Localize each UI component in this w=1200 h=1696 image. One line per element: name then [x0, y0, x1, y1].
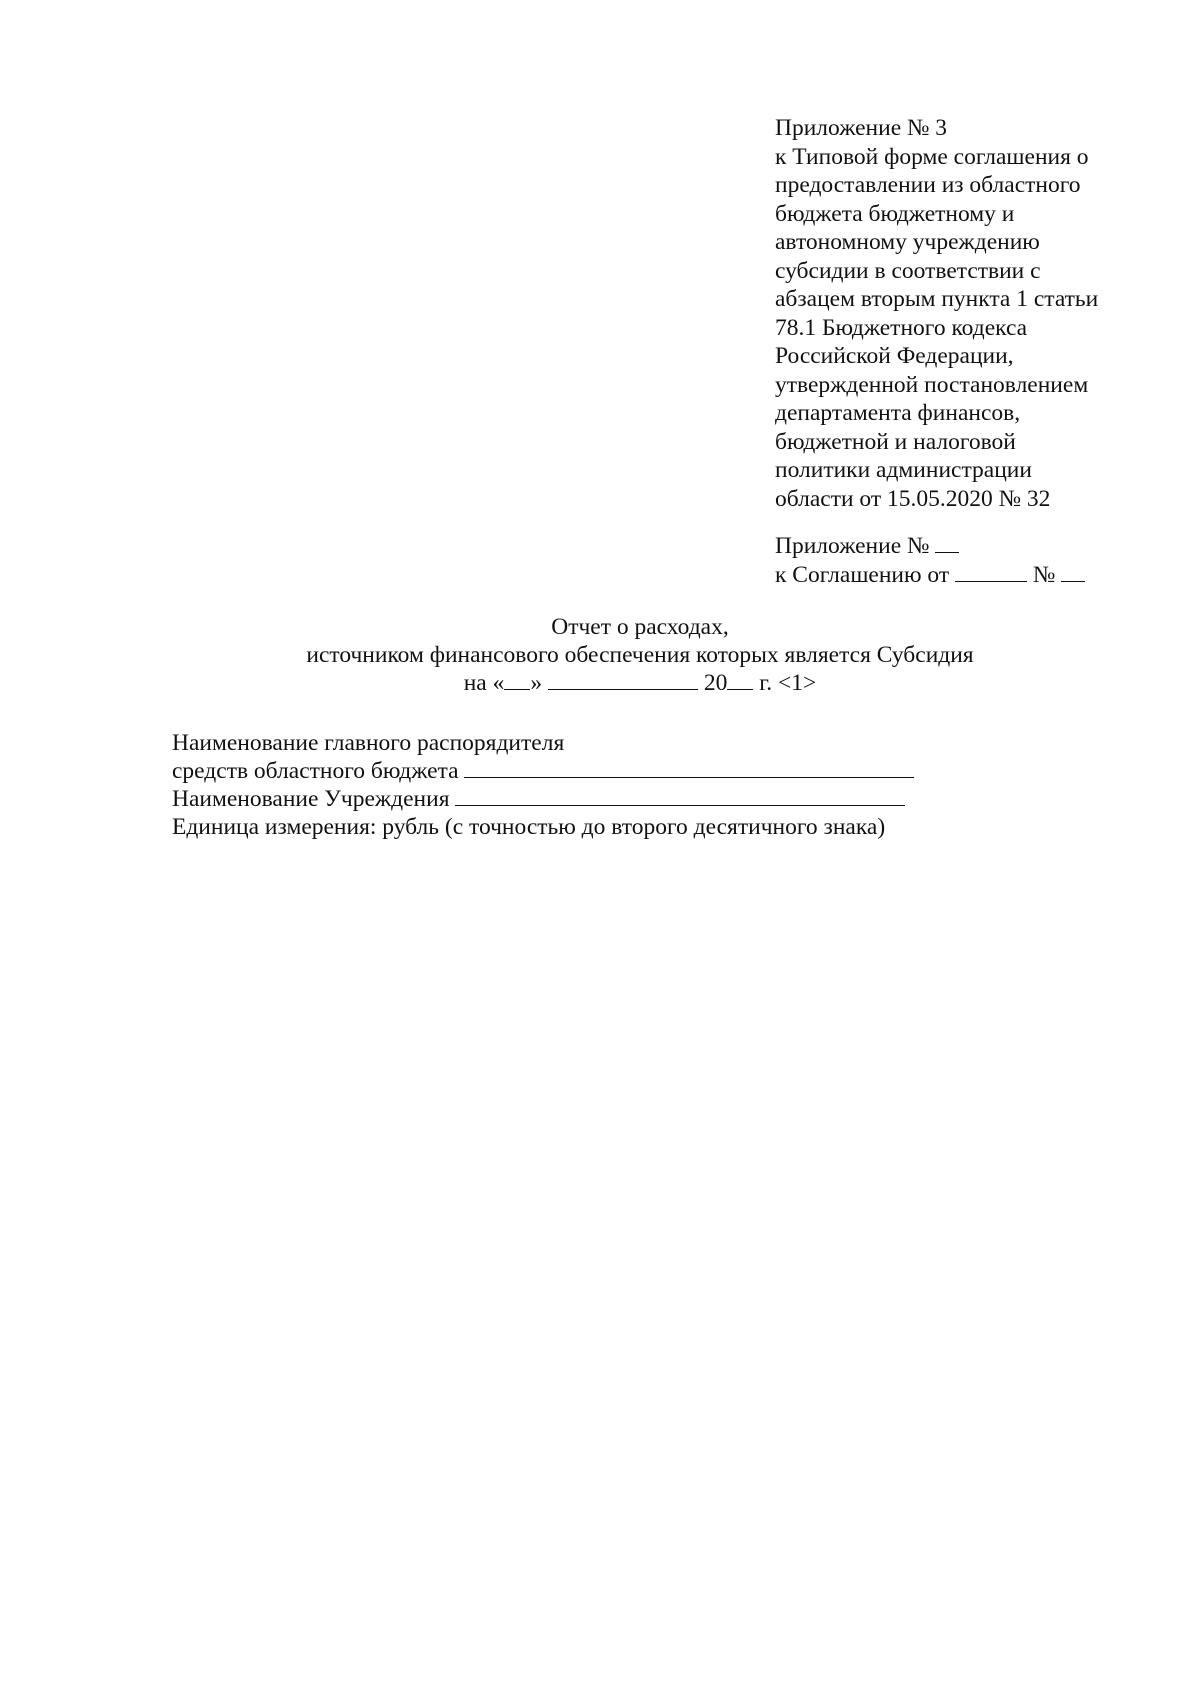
budget-funds-line — [172, 757, 1072, 785]
appendix-line: утвержденной постановлением — [775, 371, 1089, 398]
report-title — [240, 613, 1040, 697]
agreement-number-blank[interactable] — [1061, 561, 1085, 582]
unit-of-measure-line: Единица измерения: рубль (с точностью до второго десятичного знака) — [172, 814, 886, 840]
appendix-line: департамента финансов, — [775, 400, 1021, 426]
appendix-line: к Типовой форме соглашения о — [775, 143, 1089, 170]
agreement-appendix-line — [775, 532, 1175, 561]
appendix-header — [775, 114, 1175, 513]
report-date-prefix: на « — [463, 670, 505, 696]
report-title-line-1: Отчет о расходах, — [551, 614, 729, 640]
appendix-line: 78.1 Бюджетного кодекса — [775, 314, 1028, 341]
appendix-line: бюджетной и налоговой — [775, 428, 1016, 455]
appendix-line: области от 15.05.2020 № 32 — [775, 485, 1051, 512]
report-month-blank[interactable] — [548, 669, 698, 690]
appendix-line: автономному учреждению — [775, 229, 1040, 255]
report-day-blank[interactable] — [504, 669, 530, 690]
institution-line — [172, 785, 1072, 813]
report-date-line — [240, 669, 1040, 697]
agreement-number-label: № — [1027, 561, 1062, 588]
report-year-blank[interactable] — [727, 669, 753, 690]
distributor-label-line: Наименование главного распорядителя — [172, 730, 565, 756]
report-date-quote-close: » — [530, 670, 548, 696]
report-info — [172, 729, 1072, 841]
appendix-line: субсидии в соответствии с — [775, 257, 1041, 284]
appendix-line: Российской Федерации, — [775, 343, 1014, 369]
institution-name-blank[interactable] — [455, 785, 905, 806]
report-year-prefix: 20 — [698, 670, 728, 696]
report-title-line-2: источником финансового обеспечения которых является Субсидия — [306, 642, 974, 668]
appendix-line: предоставлении из областного — [775, 172, 1081, 198]
appendix-line: политики администрации — [775, 457, 1032, 483]
agreement-date-line — [775, 561, 1175, 590]
distributor-name-blank[interactable] — [464, 757, 914, 778]
appendix-line: бюджета бюджетному и — [775, 200, 1015, 227]
institution-label: Наименование Учреждения — [172, 786, 456, 812]
agreement-date-blank[interactable] — [955, 561, 1027, 582]
agreement-date-label: к Соглашению от — [775, 561, 956, 588]
appendix-number-blank[interactable] — [935, 532, 959, 553]
appendix-line: абзацем вторым пункта 1 статьи — [775, 286, 1099, 312]
appendix-line: Приложение № 3 — [775, 115, 948, 141]
report-date-suffix: г. <1> — [753, 670, 817, 696]
agreement-appendix-label: Приложение № — [775, 533, 936, 559]
budget-funds-label: средств областного бюджета — [172, 758, 465, 784]
agreement-reference — [775, 532, 1175, 589]
